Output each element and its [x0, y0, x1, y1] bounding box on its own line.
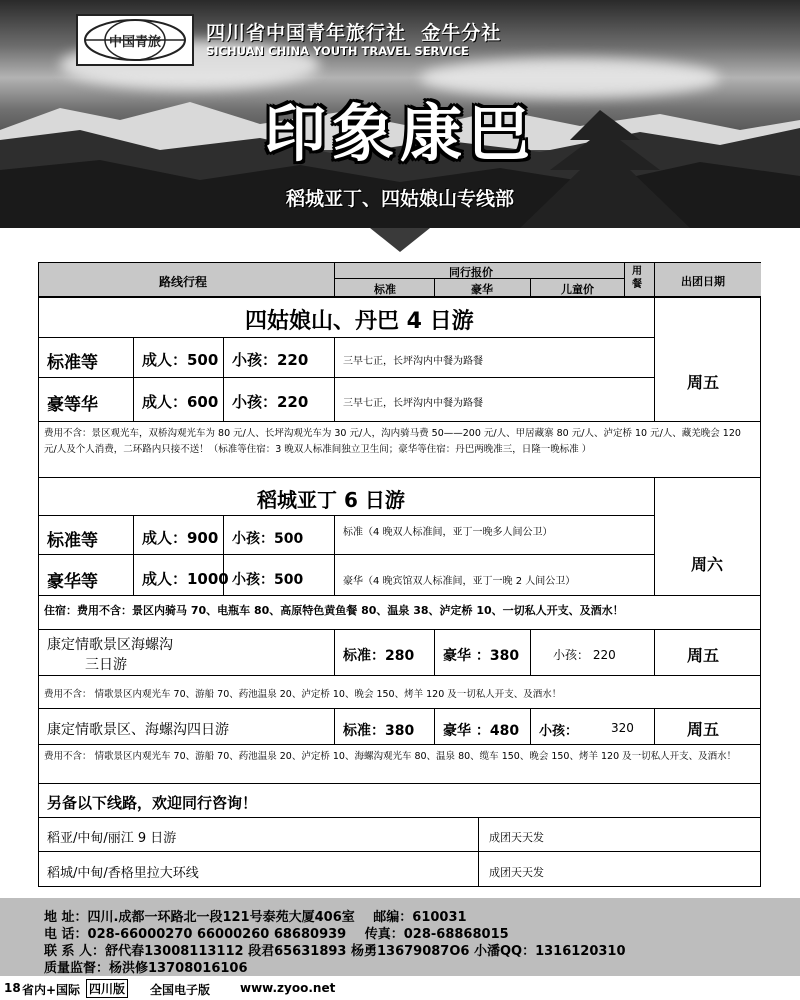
col-meal: 用餐 [632, 266, 642, 290]
tour-level: 标准等 [47, 531, 98, 551]
standard-price: 标准：280 [343, 648, 415, 664]
extra-route-schedule: 成团天天发 [489, 831, 544, 844]
zip-code: 610031 [412, 910, 467, 925]
fax: 028-68868015 [403, 927, 509, 942]
tour-level: 标准等 [47, 353, 98, 373]
depart-day: 周六 [691, 555, 724, 574]
depart-day: 周五 [687, 720, 720, 739]
edition-box: 四川版 [86, 979, 128, 998]
address-line: 地 址：四川.成都一环路北一段121号泰苑大厦406室 邮编：610031 [44, 910, 467, 925]
depart-day: 周五 [687, 373, 720, 392]
tour-title: 康定情歌景区、海螺沟四日游 [47, 722, 229, 738]
contacts: 舒代春13008113112 段君65631893 杨勇13679087O6 小潘QQ：1316120310 [105, 944, 626, 959]
adult-price: 成人：500 [142, 351, 219, 369]
agency-name: 四川省中国青年旅行社 金牛分社 [206, 22, 502, 44]
bottom-bar [0, 978, 800, 1000]
page-title: 印象康巴 [263, 97, 536, 170]
child-price: 小孩：500 [232, 572, 304, 588]
child-price: 小孩：500 [232, 531, 304, 547]
extra-routes [38, 783, 761, 887]
tour-title: 稻城亚丁 6 日游 [257, 488, 405, 512]
tour-block [38, 477, 761, 630]
website-link[interactable]: www.zyoo.net [240, 981, 336, 995]
logo-text: 中国青旅 [108, 35, 162, 50]
col-standard: 标准 [374, 283, 396, 296]
fees-note: 费用不含： 情歌景区内观光车 70、游船 70、药池温泉 20、泸定桥 10、晚会 150、烤羊 120 及一切私人开支、及酒水！ [44, 689, 562, 700]
adult-price: 成人：600 [142, 393, 219, 411]
meal-note: 三早七正，长坪沟内中餐为路餐 [343, 398, 483, 409]
branch-name: 金牛分社 [421, 22, 502, 44]
supervisor-line: 质量监督：杨洪修13708016106 [44, 961, 248, 976]
tour-level: 豪华等 [47, 572, 98, 592]
address: 四川.成都一环路北一段121号泰苑大厦406室 [87, 910, 355, 925]
fees-note: 住宿：费用不含：景区内骑马 70、电瓶车 80、高原特色黄鱼餐 80、温泉 38、泸定桥 10、一切私人开支、及酒水！ [44, 604, 624, 617]
extra-heading: 另备以下线路，欢迎同行咨询！ [47, 794, 258, 812]
col-child: 儿童价 [561, 283, 594, 296]
national-edition: 全国电子版 [150, 983, 211, 997]
tour-title: 康定情歌景区海螺沟 [47, 637, 173, 653]
agency-name-en: SICHUAN CHINA YOUTH TRAVEL SERVICE [206, 44, 469, 58]
extra-route-name: 稻城/中甸/香格里拉大环线 [47, 866, 199, 881]
adult-price: 成人：900 [142, 529, 219, 547]
meal-note: 三早七正，长坪沟内中餐为路餐 [343, 356, 483, 367]
child-label: 小孩： [539, 724, 579, 739]
child-price: 小孩：220 [232, 351, 309, 369]
edition-label: 省内+国际 [22, 983, 81, 997]
globe-logo-icon [78, 16, 192, 64]
room-note: 豪华（4 晚宾馆双人标准间，亚丁一晚 2 人间公卫） [343, 576, 576, 587]
child-price: 小孩：220 [232, 393, 309, 411]
agency-logo [76, 14, 194, 66]
tour-block [38, 629, 761, 709]
col-depart: 出团日期 [681, 275, 725, 288]
child-price: 小孩： 220 [553, 648, 616, 662]
tour-title: 四姑娘山、丹巴 4 日游 [245, 309, 474, 334]
standard-price: 标准：380 [343, 723, 415, 739]
header-banner [0, 0, 800, 228]
page-subtitle: 稻城亚丁、四姑娘山专线部 [285, 188, 514, 210]
fees-note: 费用不含： 情歌景区内观光车 70、游船 70、药池温泉 20、泸定桥 10、海螺沟观光车 80、温泉 80、缆车 150、晚会 150、烤羊 120 及一切私人开支、及酒水！ [44, 751, 737, 762]
child-price: 320 [611, 721, 634, 735]
tour-block [38, 297, 761, 478]
luxury-price: 豪华 ：380 [443, 648, 520, 664]
table-header [38, 262, 761, 298]
room-note: 标准（4 晚双人标准间，亚丁一晚多人间公卫） [343, 527, 553, 538]
contact-line: 联 系 人：舒代春13008113112 段君65631893 杨勇13679087O6 小潘QQ：1316120310 [44, 944, 626, 959]
col-route: 路线行程 [159, 275, 208, 289]
extra-route-name: 稻亚/中甸/丽江 9 日游 [47, 831, 177, 846]
extra-route-schedule: 成团天天发 [489, 866, 544, 879]
col-peer-price: 同行报价 [449, 266, 493, 279]
phone-line: 电 话：028-66000270 66000260 68680939 传真：028-68868015 [44, 927, 509, 942]
page-number: 18 [4, 981, 21, 995]
phone: 028-66000270 66000260 68680939 [87, 927, 347, 942]
col-luxury: 豪华 [471, 283, 493, 296]
banner-notch [370, 228, 430, 252]
supervisor: 杨洪修13708016106 [109, 961, 248, 976]
depart-day: 周五 [687, 646, 720, 665]
adult-price: 成人：1000 [142, 570, 229, 588]
luxury-price: 豪华 ：480 [443, 723, 520, 739]
tour-title-line2: 三日游 [85, 657, 127, 673]
tour-level: 豪等华 [47, 395, 98, 415]
fees-note: 费用不含：景区观光车，双桥沟观光车为 80 元/人、长坪沟观光车为 30 元/人，沟内骑马费 50——200 元/人、甲居藏寨 80 元/人、泸定桥 10 元/人、藏羌晚会 120 元/人及个人消费，二环路内只接不送！（标准等住宿：3 晚双人标准间独立卫生间；豪华等住宿：丹巴两晚准三，日隆一晚标准 ） [44, 428, 741, 455]
tour-block [38, 708, 761, 784]
contact-footer [0, 898, 800, 976]
